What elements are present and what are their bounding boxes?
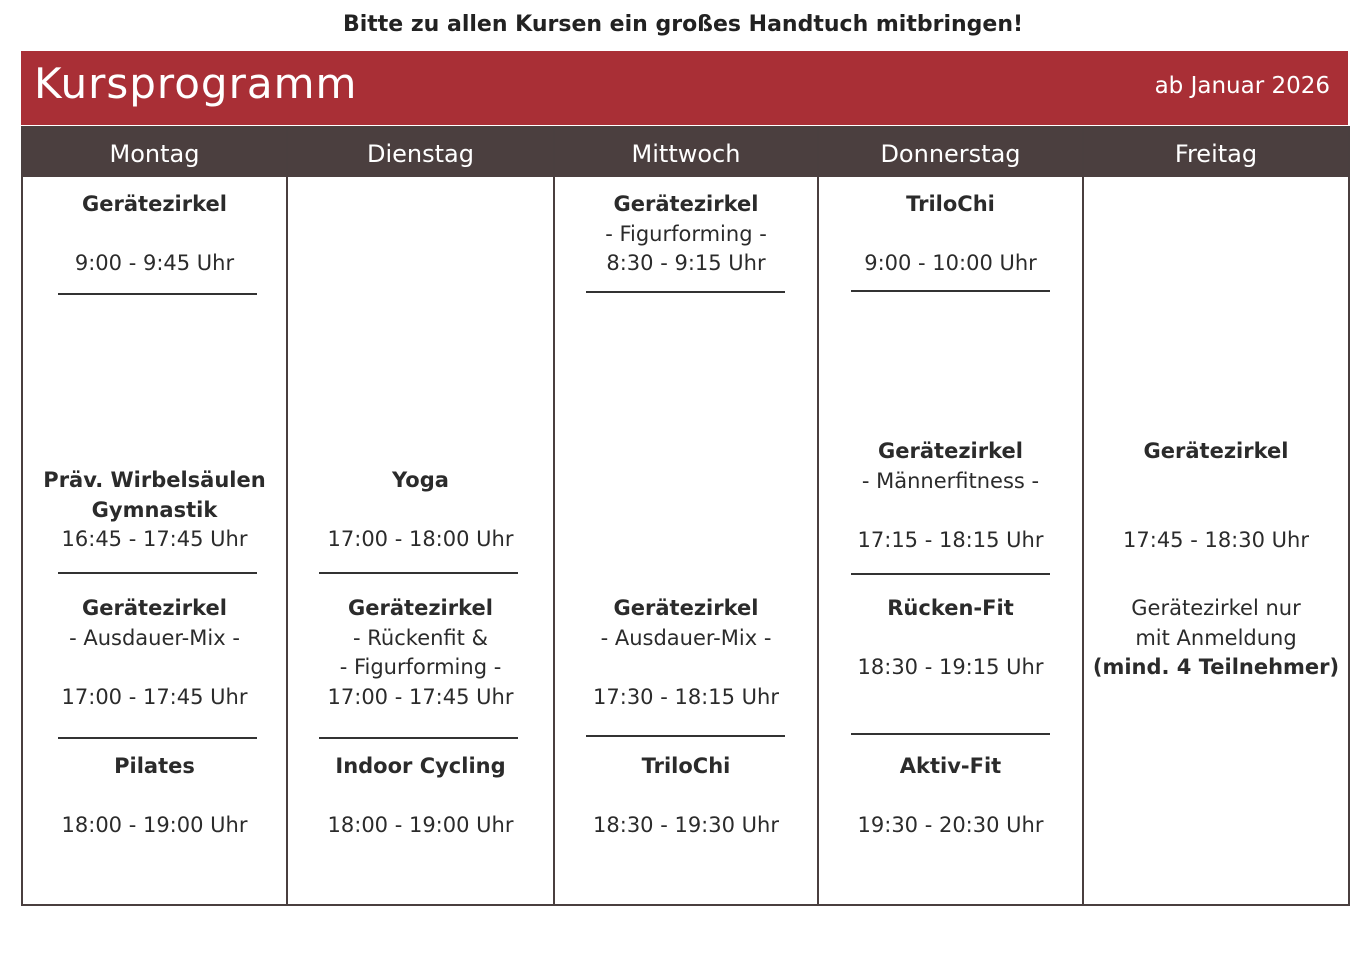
day-header: Freitag <box>1084 126 1348 177</box>
course-subtitle: - Ausdauer-Mix - <box>69 625 240 650</box>
course-name: Gerätezirkel <box>878 439 1023 463</box>
course-time: 17:45 - 18:30 Uhr <box>1123 527 1309 552</box>
course-name: Gerätezirkel <box>82 192 227 216</box>
course-slot <box>23 466 286 555</box>
course-time: 17:00 - 17:45 Uhr <box>61 684 248 709</box>
course-name: Gerätezirkel <box>348 596 493 620</box>
title-banner <box>21 51 1348 125</box>
note-line: Gerätezirkel nur <box>1131 596 1301 620</box>
course-slot <box>288 752 553 841</box>
course-subtitle: - Ausdauer-Mix - <box>600 625 772 650</box>
divider <box>319 737 518 739</box>
course-time: 19:30 - 20:30 Uhr <box>857 813 1044 837</box>
course-time: 16:45 - 17:45 Uhr <box>61 527 248 551</box>
course-time: 8:30 - 9:15 Uhr <box>606 251 766 275</box>
course-subtitle-line2: - Figurforming - <box>339 655 502 679</box>
course-slot <box>288 594 553 712</box>
course-subtitle: - Figurforming - <box>605 221 767 246</box>
notice-text: Bitte zu allen Kursen ein großes Handtuch mitbringen! <box>342 12 1024 37</box>
course-subtitle: - Männerfitness - <box>861 468 1040 493</box>
divider <box>851 733 1050 735</box>
course-time: 18:30 - 19:30 Uhr <box>593 813 779 837</box>
note-line: mit Anmeldung <box>1135 625 1297 650</box>
course-slot <box>23 752 286 841</box>
course-name: TriloChi <box>641 754 731 778</box>
divider <box>58 293 257 295</box>
day-column-dienstag <box>288 126 555 904</box>
divider <box>851 290 1050 292</box>
course-slot <box>555 594 817 712</box>
course-name: Gerätezirkel <box>1143 439 1289 463</box>
course-slot <box>819 752 1082 841</box>
course-slot <box>819 190 1082 279</box>
course-name: Präv. Wirbelsäulen <box>43 468 266 492</box>
course-name: Gerätezirkel <box>82 596 227 620</box>
course-slot <box>23 190 286 279</box>
course-name: Gerätezirkel <box>613 192 759 216</box>
course-time: 9:00 - 10:00 Uhr <box>864 251 1037 275</box>
day-header: Donnerstag <box>819 126 1082 177</box>
course-time: 18:30 - 19:15 Uhr <box>857 655 1044 679</box>
day-column-freitag <box>1084 126 1348 904</box>
note-line-bold: (mind. 4 Teilnehmer) <box>1092 655 1340 679</box>
course-time: 17:30 - 18:15 Uhr <box>593 684 779 709</box>
course-name: Gerätezirkel <box>613 596 759 620</box>
course-name: Aktiv-Fit <box>899 754 1002 778</box>
divider <box>586 291 785 293</box>
registration-note <box>1084 594 1348 683</box>
course-time: 9:00 - 9:45 Uhr <box>74 251 235 275</box>
day-header: Mittwoch <box>555 126 817 177</box>
course-name: Indoor Cycling <box>335 754 506 778</box>
valid-from-text: ab Januar 2026 <box>1154 73 1330 99</box>
course-time: 18:00 - 19:00 Uhr <box>327 813 514 837</box>
course-slot <box>288 466 553 555</box>
day-column-donnerstag <box>819 126 1084 904</box>
course-slot <box>555 190 817 279</box>
course-time: 17:15 - 18:15 Uhr <box>857 527 1044 552</box>
course-slot <box>1084 437 1348 555</box>
day-header: Montag <box>23 126 286 177</box>
course-name: TriloChi <box>906 192 995 216</box>
course-name: Rücken-Fit <box>887 596 1014 620</box>
day-column-mittwoch <box>555 126 819 904</box>
divider <box>319 572 518 574</box>
course-subtitle: - Rückenfit & <box>353 625 488 650</box>
divider <box>58 572 257 574</box>
day-header: Dienstag <box>288 126 553 177</box>
course-slot <box>555 752 817 841</box>
course-time: 18:00 - 19:00 Uhr <box>61 813 248 837</box>
divider <box>586 735 785 737</box>
course-slot <box>819 437 1082 555</box>
course-time: 17:00 - 18:00 Uhr <box>327 527 514 551</box>
course-slot <box>819 594 1082 683</box>
course-time: 17:00 - 17:45 Uhr <box>327 684 514 709</box>
day-column-montag <box>23 126 288 904</box>
divider <box>851 573 1050 575</box>
page-title: Kursprogramm <box>34 59 358 108</box>
course-name: Pilates <box>114 754 195 778</box>
course-name-line2: Gymnastik <box>91 497 218 522</box>
course-slot <box>23 594 286 712</box>
course-name: Yoga <box>392 468 449 492</box>
schedule-grid <box>21 126 1350 906</box>
divider <box>58 737 257 739</box>
